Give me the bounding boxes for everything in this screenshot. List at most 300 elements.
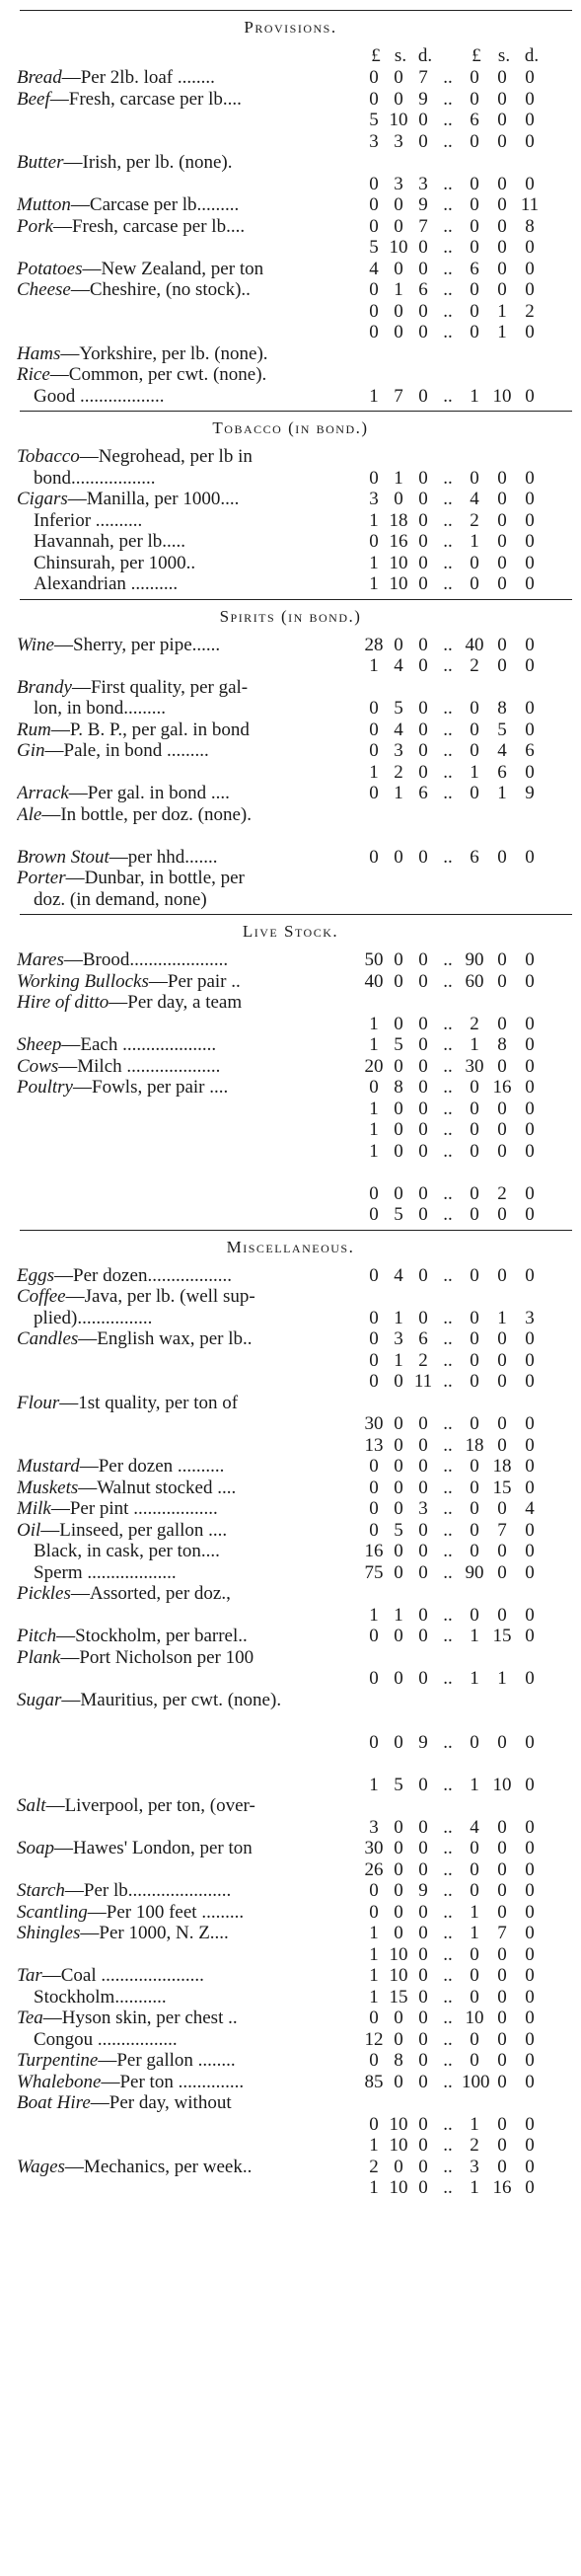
price-cell: 10 <box>492 385 512 407</box>
price-cell: 0 <box>525 1140 535 1162</box>
price-cell: 0 <box>369 1880 379 1901</box>
price-row <box>0 89 581 111</box>
price-cell: 0 <box>525 88 535 110</box>
price-cell: 0 <box>497 2028 507 2050</box>
price-cell: 0 <box>525 1264 535 1286</box>
price-row <box>0 655 581 677</box>
price-cell: 0 <box>497 1434 507 1456</box>
price-cell: 0 <box>470 1965 479 1986</box>
price-cell: 90 <box>465 1561 484 1583</box>
price-separator: .. <box>443 1986 453 2008</box>
price-cell: 5 <box>369 237 379 258</box>
price-cell: 1 <box>394 1349 403 1371</box>
price-separator: .. <box>443 1604 453 1626</box>
item-name: Working Bullocks <box>17 970 149 992</box>
price-cell: 1 <box>470 1774 479 1795</box>
price-cell: 5 <box>394 1774 403 1795</box>
price-cell: 1 <box>470 385 479 407</box>
price-cell: 1 <box>497 1307 507 1328</box>
price-row <box>0 1775 581 1796</box>
item-label <box>34 2029 367 2051</box>
item-label <box>17 1034 367 1056</box>
price-row <box>0 1286 581 1308</box>
price-row <box>0 1605 581 1627</box>
item-label <box>34 468 367 490</box>
price-separator: .. <box>443 1204 453 1225</box>
price-cell: 0 <box>497 634 507 655</box>
price-row <box>0 1859 581 1881</box>
price-cell: 0 <box>525 1034 535 1055</box>
price-cell: 0 <box>525 1013 535 1034</box>
price-cell: 0 <box>470 194 479 215</box>
item-description: —Per 2lb. loaf ........ <box>61 67 215 88</box>
price-separator: .. <box>443 385 453 407</box>
price-cell: 2 <box>470 655 479 676</box>
item-label <box>17 1286 367 1308</box>
item-description: —Per 100 feet ......... <box>87 1901 245 1923</box>
price-row <box>0 1795 581 1817</box>
price-cell: 1 <box>470 531 479 552</box>
item-name: Butter <box>17 152 64 173</box>
price-cell: 30 <box>364 1838 384 1858</box>
price-cell: 1 <box>470 761 479 783</box>
price-cell: 6 <box>418 783 428 803</box>
price-cell: 0 <box>497 489 507 509</box>
price-cell: 0 <box>470 1838 479 1858</box>
price-cell: 6 <box>418 1328 428 1349</box>
section-heading: Tobacco (in bond.) <box>212 418 369 437</box>
price-cell: 7 <box>418 215 428 237</box>
price-separator: .. <box>443 1816 453 1838</box>
item-label <box>17 1077 367 1099</box>
price-cell: 0 <box>394 1119 403 1140</box>
item-description: —Walnut stocked .... <box>78 1477 237 1498</box>
price-row <box>0 1498 581 1520</box>
price-row <box>0 194 581 216</box>
price-cell: 2 <box>497 1182 507 1204</box>
price-row <box>0 1626 581 1647</box>
price-row <box>0 364 581 386</box>
price-row <box>0 1541 581 1562</box>
item-description: —Hyson skin, per chest .. <box>42 2008 238 2028</box>
price-cell: 0 <box>369 531 379 552</box>
price-cell: 0 <box>418 634 428 655</box>
price-separator: .. <box>443 67 453 88</box>
price-separator: .. <box>443 279 453 300</box>
price-row <box>0 322 581 343</box>
price-cell: 0 <box>418 719 428 740</box>
item-description: —per hhd....... <box>109 846 218 868</box>
price-cell: 10 <box>389 2113 408 2135</box>
price-separator: .. <box>443 531 453 552</box>
item-description: —Java, per lb. (well sup- <box>65 1286 255 1307</box>
price-cell: 7 <box>394 385 403 407</box>
price-cell: 9 <box>525 783 535 803</box>
price-separator: .. <box>443 300 453 322</box>
price-row <box>0 2008 581 2029</box>
item-description: —Per dozen.................. <box>54 1264 232 1286</box>
item-name: Muskets <box>17 1477 79 1498</box>
price-cell: 0 <box>394 1013 403 1034</box>
price-cell: 7 <box>418 67 428 88</box>
price-cell: 16 <box>364 1541 384 1561</box>
price-cell: 0 <box>525 1880 535 1901</box>
price-cell: 0 <box>497 509 507 531</box>
price-cell: 0 <box>525 531 535 552</box>
item-description: —Carcase per lb......... <box>70 194 240 215</box>
price-cell: 0 <box>497 2156 507 2177</box>
price-cell: 0 <box>369 846 379 868</box>
price-row <box>0 1477 581 1499</box>
item-label <box>17 1647 367 1669</box>
price-cell: 6 <box>470 258 479 279</box>
price-cell: 1 <box>369 1034 379 1055</box>
price-cell: 7 <box>497 1519 507 1541</box>
price-cell: 0 <box>369 279 379 300</box>
price-cell: 0 <box>369 215 379 237</box>
price-row <box>0 1265 581 1287</box>
price-cell: 0 <box>470 698 479 719</box>
price-separator: .. <box>443 1774 453 1795</box>
item-label <box>17 1583 367 1605</box>
price-cell: 0 <box>369 719 379 740</box>
price-cell: 1 <box>470 1034 479 1055</box>
price-cell: 0 <box>369 1204 379 1225</box>
price-cell: 0 <box>394 1434 403 1456</box>
price-cell: 10 <box>389 2135 408 2156</box>
item-description: —Mechanics, per week.. <box>64 2156 253 2177</box>
price-row <box>0 1099 581 1120</box>
price-cell: 0 <box>525 1838 535 1858</box>
price-cell: 0 <box>418 1077 428 1098</box>
item-description: —Liverpool, per ton, (over- <box>45 1795 255 1816</box>
item-name: Ale <box>17 803 42 825</box>
price-cell: 1 <box>394 783 403 803</box>
price-cell: 1 <box>369 1943 379 1965</box>
price-cell: 0 <box>418 2050 428 2071</box>
price-cell: 0 <box>470 1943 479 1965</box>
price-cell: 0 <box>394 970 403 992</box>
item-description: —Per pint .................. <box>50 1498 218 1519</box>
item-name: Rice <box>17 364 50 385</box>
price-cell: 0 <box>470 130 479 152</box>
item-description: —Fresh, carcase per lb.... <box>52 215 246 237</box>
price-cell: 0 <box>525 1943 535 1965</box>
item-label <box>17 949 367 971</box>
price-row <box>0 783 581 804</box>
price-cell: 85 <box>364 2071 384 2092</box>
price-cell: 0 <box>525 552 535 573</box>
price-cell: 1 <box>470 2177 479 2198</box>
price-cell: 0 <box>394 1880 403 1901</box>
item-label <box>34 1562 367 1584</box>
price-row <box>0 825 581 847</box>
price-cell: 0 <box>418 2156 428 2177</box>
price-row <box>0 762 581 784</box>
price-cell: 0 <box>418 1965 428 1986</box>
price-cell: 0 <box>525 1328 535 1349</box>
price-cell: 0 <box>470 573 479 594</box>
item-description: —Negrohead, per lb in <box>79 446 253 467</box>
price-separator: .. <box>443 1858 453 1880</box>
price-cell: 0 <box>525 130 535 152</box>
price-cell: 0 <box>470 552 479 573</box>
price-cell: 0 <box>470 1264 479 1286</box>
price-cell: 0 <box>369 1264 379 1286</box>
price-cell: 3 <box>525 1307 535 1328</box>
price-row <box>0 553 581 574</box>
price-row <box>0 1817 581 1839</box>
price-cell: 0 <box>470 1519 479 1541</box>
price-row <box>0 1056 581 1078</box>
price-cell: 5 <box>394 1519 403 1541</box>
price-row <box>0 1690 581 1711</box>
item-label <box>17 1056 367 1078</box>
price-cell: 0 <box>418 258 428 279</box>
item-name: Sugar <box>17 1689 62 1710</box>
price-cell: 0 <box>525 1349 535 1371</box>
price-cell: 0 <box>418 385 428 407</box>
price-cell: 0 <box>470 1328 479 1349</box>
price-cell: 0 <box>418 949 428 970</box>
price-row <box>0 1393 581 1414</box>
price-row <box>0 216 581 238</box>
price-cell: 1 <box>497 783 507 803</box>
item-name: Mustard <box>17 1456 80 1477</box>
item-description: —Per day, without <box>90 2092 232 2113</box>
section-rule <box>20 411 572 412</box>
item-name: Sheep <box>17 1034 62 1055</box>
price-cell: 2 <box>394 761 403 783</box>
price-cell: 10 <box>389 552 408 573</box>
price-cell: 0 <box>394 1498 403 1519</box>
price-row <box>0 131 581 153</box>
price-separator: .. <box>443 2135 453 2156</box>
price-cell: 0 <box>525 2008 535 2028</box>
price-separator: .. <box>443 2008 453 2028</box>
price-cell: 0 <box>497 1498 507 1519</box>
price-separator: .. <box>443 573 453 594</box>
price-cell: 0 <box>369 1519 379 1541</box>
price-cell: 0 <box>497 1604 507 1626</box>
price-row <box>0 1753 581 1775</box>
price-cell: 0 <box>394 1140 403 1162</box>
item-label <box>17 1626 367 1647</box>
price-cell: 0 <box>470 173 479 194</box>
section-rule <box>20 599 572 600</box>
price-cell: 0 <box>394 1413 403 1434</box>
price-cell: 0 <box>394 1816 403 1838</box>
item-description: —Brood..................... <box>63 949 229 970</box>
price-cell: 0 <box>369 1626 379 1646</box>
price-cell: 50 <box>364 949 384 970</box>
price-row <box>0 573 581 595</box>
price-cell: 0 <box>418 2135 428 2156</box>
price-cell: 4 <box>394 1264 403 1286</box>
item-name: Pitch <box>17 1626 57 1646</box>
price-separator: .. <box>443 970 453 992</box>
price-cell: 0 <box>394 300 403 322</box>
price-cell: 0 <box>394 1731 403 1753</box>
item-description: —Fowls, per pair .... <box>73 1077 229 1098</box>
price-cell: 8 <box>525 215 535 237</box>
price-row <box>0 1732 581 1754</box>
price-cell: 0 <box>497 1098 507 1119</box>
price-cell: 1 <box>394 1604 403 1626</box>
item-label <box>17 992 367 1014</box>
price-cell: 0 <box>394 1098 403 1119</box>
price-cell: 0 <box>418 655 428 676</box>
price-cell: 0 <box>497 949 507 970</box>
item-description: —Stockholm, per barrel.. <box>56 1626 248 1646</box>
price-cell: 0 <box>369 1307 379 1328</box>
item-name: Mares <box>17 949 64 970</box>
price-cell: 0 <box>497 467 507 489</box>
price-cell: 40 <box>364 970 384 992</box>
price-cell: 100 <box>462 2071 490 2092</box>
price-cell: 0 <box>418 1986 428 2008</box>
price-cell: 5 <box>394 1204 403 1225</box>
price-cell: 0 <box>497 1731 507 1753</box>
price-cell: 11 <box>520 194 540 215</box>
price-cell: 0 <box>525 1901 535 1923</box>
price-cell: 0 <box>525 258 535 279</box>
item-name: Hire of ditto <box>17 992 109 1013</box>
column-header: s. <box>394 45 407 66</box>
price-separator: .. <box>443 1561 453 1583</box>
item-description: —Per pair .. <box>148 970 241 992</box>
section-heading: Spirits (in bond.) <box>219 606 362 626</box>
price-cell: 3 <box>394 173 403 194</box>
price-cell: 10 <box>389 110 408 130</box>
section-rule <box>20 1230 572 1231</box>
item-label <box>17 847 367 869</box>
item-label <box>17 1902 367 1924</box>
price-cell: 0 <box>418 1774 428 1795</box>
price-cell: 0 <box>369 1349 379 1371</box>
item-label <box>17 194 367 216</box>
price-cell: 1 <box>394 279 403 300</box>
price-cell: 0 <box>497 110 507 130</box>
item-label <box>17 279 367 301</box>
price-cell: 2 <box>418 1349 428 1371</box>
price-cell: 0 <box>525 1413 535 1434</box>
price-cell: 0 <box>497 1901 507 1923</box>
price-row <box>0 531 581 553</box>
price-cell: 0 <box>497 846 507 868</box>
item-label <box>17 259 367 280</box>
item-name: Flour <box>17 1392 60 1413</box>
price-cell: 3 <box>369 1816 379 1838</box>
item-name: Eggs <box>17 1264 54 1286</box>
item-description: —Assorted, per doz., <box>70 1583 231 1604</box>
price-separator: .. <box>443 2071 453 2092</box>
price-cell: 0 <box>418 1098 428 1119</box>
item-label <box>34 531 367 553</box>
item-name: Tobacco <box>17 446 80 467</box>
price-cell: 0 <box>525 1858 535 1880</box>
price-separator: .. <box>443 1731 453 1753</box>
price-cell: 0 <box>525 1434 535 1456</box>
price-row <box>0 1923 581 1944</box>
price-row <box>0 949 581 971</box>
price-cell: 9 <box>418 1880 428 1901</box>
price-cell: 2 <box>470 509 479 531</box>
price-cell: 0 <box>418 698 428 719</box>
item-name: Beef <box>17 88 50 110</box>
price-cell: 0 <box>525 1965 535 1986</box>
price-cell: 13 <box>364 1434 384 1456</box>
price-row <box>0 2135 581 2157</box>
price-cell: 0 <box>470 1077 479 1098</box>
price-row <box>0 2029 581 2051</box>
item-description: —Milch .................... <box>58 1055 221 1077</box>
item-name: Tar <box>17 1965 42 1986</box>
price-cell: 7 <box>497 1923 507 1943</box>
price-cell: 1 <box>369 385 379 407</box>
price-cell: 0 <box>525 1077 535 1098</box>
price-cell: 0 <box>369 67 379 88</box>
price-cell: 10 <box>389 1943 408 1965</box>
price-cell: 0 <box>497 215 507 237</box>
price-cell: 2 <box>470 1013 479 1034</box>
item-name: Potatoes <box>17 258 83 279</box>
price-cell: 0 <box>497 2071 507 2092</box>
price-cell: 0 <box>497 1541 507 1561</box>
price-cell: 0 <box>470 1204 479 1225</box>
price-cell: 0 <box>525 2028 535 2050</box>
price-row <box>0 1371 581 1393</box>
price-row <box>0 677 581 699</box>
price-cell: 28 <box>364 634 384 655</box>
price-separator: .. <box>443 2113 453 2135</box>
price-cell: 0 <box>418 1434 428 1456</box>
price-separator: .. <box>443 1034 453 1055</box>
price-cell: 0 <box>394 215 403 237</box>
price-cell: 0 <box>369 300 379 322</box>
item-description: Inferior .......... <box>34 509 143 531</box>
price-cell: 0 <box>497 1328 507 1349</box>
price-separator: .. <box>443 1264 453 1286</box>
section-heading: Live Stock. <box>242 922 339 941</box>
price-cell: 0 <box>394 88 403 110</box>
price-cell: 0 <box>525 1774 535 1795</box>
price-row <box>0 1902 581 1924</box>
price-cell: 0 <box>470 1182 479 1204</box>
price-row <box>0 1435 581 1457</box>
price-cell: 0 <box>470 1858 479 1880</box>
price-cell: 1 <box>369 1098 379 1119</box>
price-cell: 1 <box>470 1668 479 1689</box>
price-cell: 0 <box>525 1541 535 1561</box>
item-description: —Hawes' London, per ton <box>54 1838 253 1858</box>
price-cell: 0 <box>525 2113 535 2135</box>
price-row <box>0 1965 581 1987</box>
price-cell: 0 <box>394 489 403 509</box>
price-cell: 3 <box>369 130 379 152</box>
item-description: —Per ton .............. <box>101 2071 245 2092</box>
price-row <box>0 1119 581 1141</box>
price-cell: 1 <box>369 573 379 594</box>
price-cell: 0 <box>369 2050 379 2071</box>
price-cell: 0 <box>418 1477 428 1498</box>
price-cell: 0 <box>470 322 479 342</box>
price-separator: .. <box>443 1943 453 1965</box>
price-cell: 0 <box>470 1498 479 1519</box>
price-separator: .. <box>443 552 453 573</box>
price-row <box>0 386 581 408</box>
item-description: —Port Nicholson per 100 <box>60 1646 254 1668</box>
